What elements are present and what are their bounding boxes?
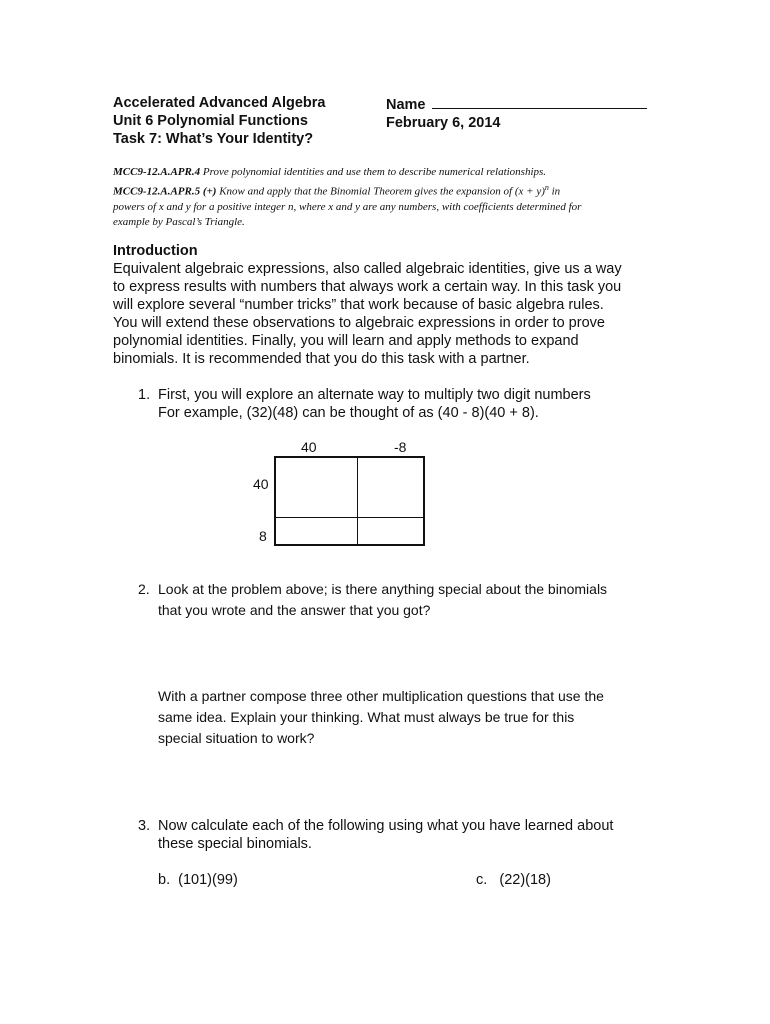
name-row: [386, 94, 647, 114]
task-title: Task 7: What’s Your Identity?: [113, 131, 314, 147]
standard-1: [113, 165, 673, 180]
q3-line: Now calculate each of the following using what you have learned about: [158, 818, 614, 834]
q3-c-text: (22)(18): [499, 872, 551, 888]
unit-title: Unit 6 Polynomial Functions: [113, 113, 308, 129]
q3-part-c: [476, 871, 551, 889]
q2-number: 2.: [138, 581, 150, 597]
q1-text: [158, 386, 658, 422]
date: February 6, 2014: [386, 115, 501, 131]
q3-part-b: [158, 871, 238, 889]
standard-2: [113, 180, 673, 200]
intro-line: will explore several “number tricks” that work because of basic algebra rules.: [113, 297, 604, 313]
q2-partner-line: same idea. Explain your thinking. What must always be true for this: [158, 709, 575, 725]
name-label: Name: [386, 97, 426, 113]
standard-2-text: Know and apply that the Binomial Theorem gives the expansion of (x + y): [216, 185, 545, 198]
standard-2-code: MCC9-12.A.APR.5 (+): [113, 185, 217, 198]
grid-top-right-label: -8: [394, 439, 407, 455]
q1-number: 1.: [138, 387, 151, 403]
grid-top-left-label: 40: [301, 439, 317, 455]
intro-heading: Introduction: [113, 243, 198, 259]
introduction: [113, 242, 673, 368]
q2-line: Look at the problem above; is there anything special about the binomials: [158, 581, 608, 597]
q1-line: For example, (32)(48) can be thought of as (40 - 8)(40 + 8).: [158, 405, 539, 421]
intro-line: You will extend these observations to algebraic expressions in order to prove: [113, 315, 605, 331]
q3-c-label: c.: [476, 872, 488, 888]
intro-line: Equivalent algebraic expressions, also called algebraic identities, give us a way: [113, 261, 622, 277]
q2-line: that you wrote and the answer that you got?: [158, 602, 431, 618]
standard-1-text: Prove polynomial identities and use them to describe numerical relationships.: [200, 166, 547, 178]
q3-b-label: b.: [158, 872, 171, 888]
q2-text: [158, 579, 658, 621]
intro-line: binomials. It is recommended that you do this task with a partner.: [113, 351, 530, 367]
grid-horizontal-divider: [276, 517, 423, 518]
q3-text: [158, 817, 658, 853]
name-blank[interactable]: [432, 94, 647, 109]
header-right: [386, 94, 647, 132]
intro-line: polynomial identities. Finally, you will learn and apply methods to expand: [113, 333, 579, 349]
grid-vertical-divider: [357, 458, 358, 544]
standard-2-line3: example by Pascal’s Triangle.: [113, 215, 245, 228]
q3-number: 3.: [138, 818, 151, 834]
grid-side-bottom-label: 8: [259, 528, 267, 544]
header-left: [113, 94, 325, 148]
q1-line: First, you will explore an alternate way to multiply two digit numbers: [158, 387, 591, 403]
standard-1-code: MCC9-12.A.APR.4: [113, 166, 201, 178]
standard-2-sup: n: [544, 183, 549, 192]
q2-partner-text: [158, 686, 658, 749]
course-title: Accelerated Advanced Algebra: [113, 95, 326, 111]
q3-b-text: (101)(99): [178, 872, 238, 888]
q2-partner-line: special situation to work?: [158, 730, 315, 746]
standard-2-text-b: in: [548, 185, 561, 198]
standard-2-line2: powers of x and y for a positive integer n, where x and y are any numbers, with coefficients determined for: [113, 200, 582, 213]
standards: [113, 165, 673, 230]
q2-partner-line: With a partner compose three other multiplication questions that use the: [158, 688, 604, 704]
area-model-grid: [274, 456, 425, 546]
intro-line: to express results with numbers that always work a certain way. In this task you: [113, 279, 622, 295]
grid-side-top-label: 40: [253, 476, 269, 492]
q3-line: these special binomials.: [158, 836, 312, 852]
